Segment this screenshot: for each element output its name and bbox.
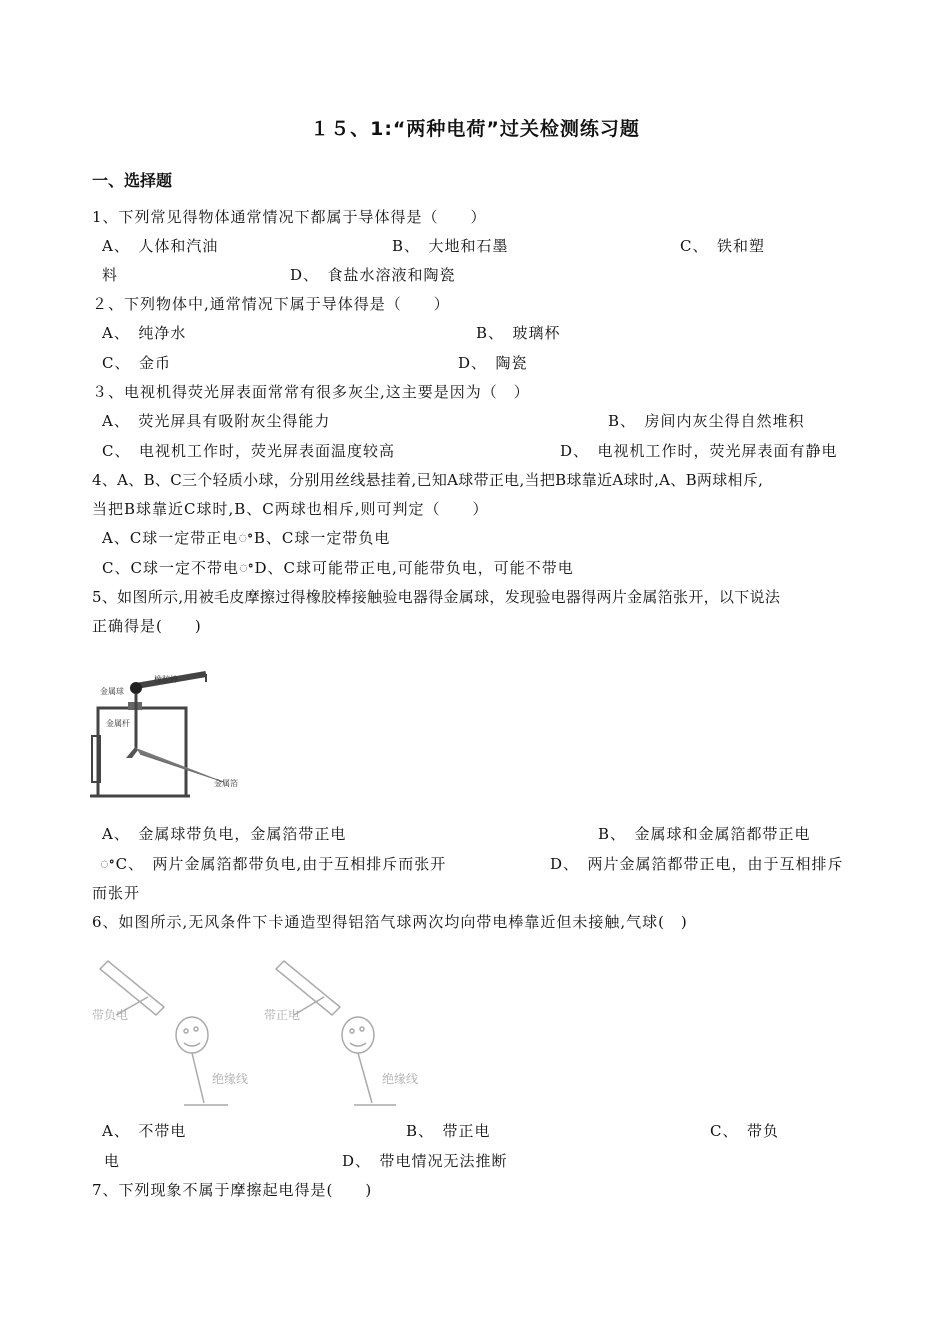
balloon-figure	[88, 955, 468, 1113]
q2-option-b: B、 玻璃杯	[476, 324, 561, 342]
q5-stem-line1: 5、如图所示,用被毛皮摩擦过得橡胶棒接触验电器得金属球，发现验电器得两片金属箔张开，以下说法	[92, 588, 781, 606]
left-thread	[192, 1053, 204, 1103]
q4-options-cd: C、C球一定不带电ꢀD、C球可能带正电,可能带负电，可能不带电	[102, 559, 574, 577]
q2-option-a: A、 纯净水	[102, 324, 187, 342]
q3-option-a: A、 荧光屏具有吸附灰尘得能力	[102, 412, 331, 430]
label-negative: 带负电	[92, 1008, 129, 1022]
q4-options-ab: A、C球一定带正电ꢀB、C球一定带负电	[102, 529, 391, 547]
q1-option-d: D、 食盐水溶液和陶瓷	[290, 266, 456, 284]
label-thread-right: 绝缘线	[382, 1072, 419, 1086]
label-metal-foil: 金属箔	[214, 779, 238, 788]
metal-foil-left	[126, 746, 138, 758]
q2-stem: ２、下列物体中,通常情况下属于导体得是（ ）	[92, 295, 450, 313]
q6-option-b: B、 带正电	[406, 1122, 491, 1140]
q1-option-c: C、 铁和塑	[680, 237, 765, 255]
q1-option-c-cont: 料	[102, 266, 119, 284]
q6-option-a: A、 不带电	[102, 1122, 187, 1140]
metal-ball	[130, 682, 142, 694]
q5-option-a: A、 金属球带负电，金属箔带正电	[102, 825, 347, 843]
q3-option-b: B、 房间内灰尘得自然堆积	[608, 412, 805, 430]
label-metal-ball: 金属球	[100, 687, 124, 696]
q5-option-d: D、 两片金属箔都带正电，由于互相排斥	[550, 855, 844, 873]
q7-stem: 7、下列现象不属于摩擦起电得是( )	[92, 1181, 373, 1199]
label-thread-left: 绝缘线	[212, 1072, 249, 1086]
q4-stem-line1: 4、A、B、C三个轻质小球，分别用丝线悬挂着,已知A球带正电,当把B球靠近A球时,A、B两球相斥,	[92, 471, 764, 489]
right-thread	[358, 1053, 372, 1103]
q3-option-c: C、 电视机工作时，荧光屏表面温度较高	[102, 442, 395, 460]
q1-stem: 1、下列常见得物体通常情况下都属于导体得是（ ）	[92, 208, 487, 226]
label-metal-stem: 金属杆	[106, 719, 130, 728]
label-positive: 带正电	[264, 1008, 301, 1022]
q5-option-c: ꢀC、 两片金属箔都带负电,由于互相排斥而张开	[100, 855, 447, 873]
q3-stem: ３、电视机得荧光屏表面常常有很多灰尘,这主要是因为（ ）	[92, 383, 530, 401]
q6-option-c-cont: 电	[104, 1152, 121, 1170]
q5-option-d-cont: 而张开	[92, 884, 141, 902]
right-balloon	[342, 1017, 374, 1053]
left-balloon	[176, 1017, 208, 1053]
metal-foil-right	[136, 748, 214, 778]
q1-option-b: B、 大地和石墨	[392, 237, 509, 255]
q6-option-d: D、 带电情况无法推断	[342, 1152, 508, 1170]
q6-option-c: C、 带负	[710, 1122, 779, 1140]
q6-stem: 6、如图所示,无风条件下卡通造型得铝箔气球两次均向带电棒靠近但未接触,气球( )	[92, 913, 688, 931]
q4-stem-line2: 当把B球靠近C球时,B、C两球也相斥,则可判定（ ）	[92, 500, 489, 518]
q1-option-a: A、 人体和汽油	[102, 237, 219, 255]
label-rubber-rod: 橡胶棒	[154, 675, 178, 684]
q5-option-b: B、 金属球和金属箔都带正电	[598, 825, 811, 843]
q2-option-d: D、 陶瓷	[458, 354, 528, 372]
q3-option-d: D、 电视机工作时，荧光屏表面有静电	[560, 442, 838, 460]
page-title: １５、1:“两种电荷”过关检测练习题	[310, 118, 640, 140]
section-heading: 一、选择题	[92, 171, 173, 190]
negative-rod	[100, 961, 164, 1015]
electroscope-figure	[86, 660, 296, 805]
q2-option-c: C、 金币	[102, 354, 171, 372]
q5-stem-line2: 正确得是( )	[92, 617, 202, 635]
